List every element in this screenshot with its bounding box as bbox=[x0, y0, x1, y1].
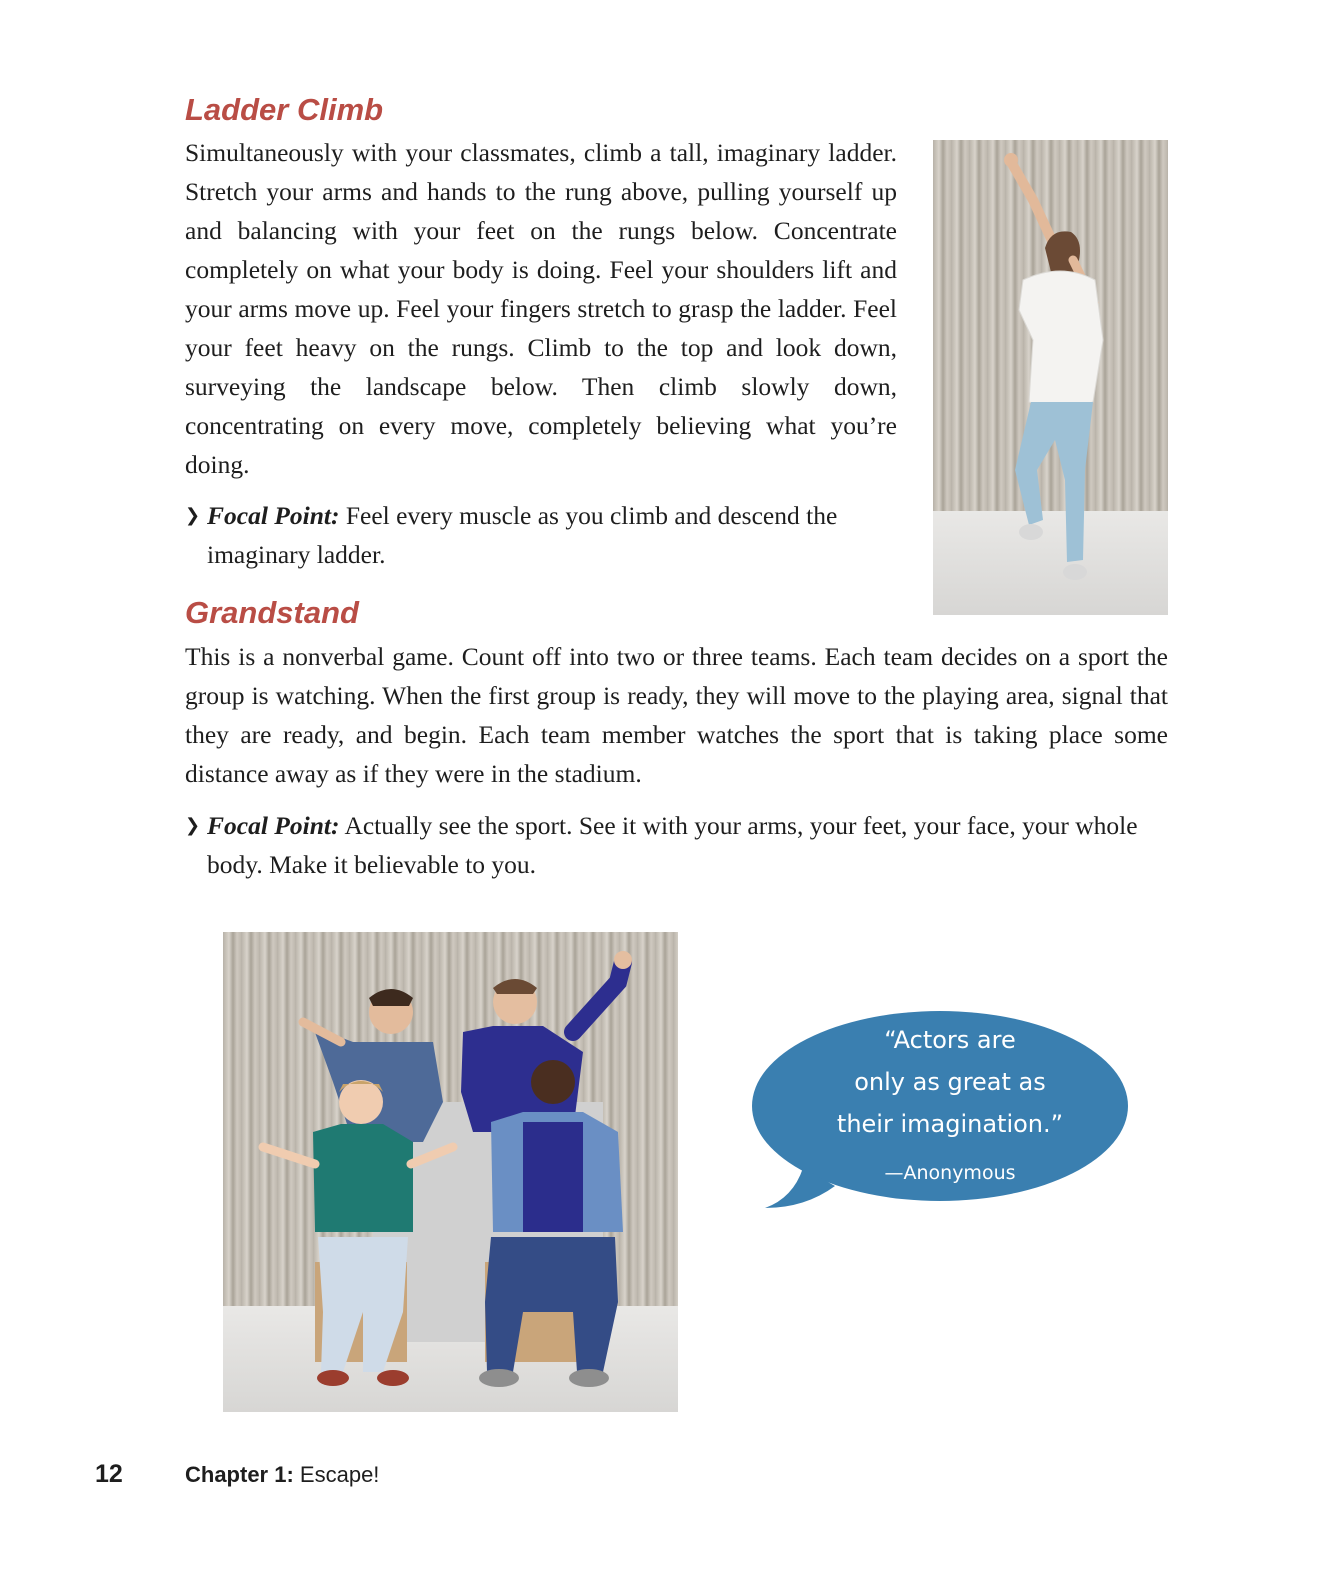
grandstand-focal-point bbox=[185, 806, 1168, 884]
chapter-label: Chapter 1: bbox=[185, 1462, 294, 1487]
chapter-title: Escape! bbox=[299, 1462, 380, 1487]
grandstand-photo bbox=[223, 932, 678, 1412]
focal-point-label: Focal Point: bbox=[207, 811, 340, 840]
focal-point-text: Actually see the sport. See it with your arms, your feet, your face, your whole body. Make it believable to you. bbox=[207, 811, 1138, 879]
quote-line-3: their imagination.” bbox=[836, 1110, 1064, 1138]
ladder-climb-body: Simultaneously with your classmates, climb a tall, imaginary ladder. Stretch your arms and hands to the rung above, pulling yourself up and balancing with your feet on the rungs below. Concentrate completely on what your body is doing. Feel your shoulders lift and your arms move up. Feel your fingers stretch to grasp the ladder. Feel your feet heavy on the rungs. Climb to the top and look down, surveying the landscape below. Then climb slowly down, concentrating on every move, completely believing what you’re doing. bbox=[185, 138, 897, 479]
focal-point-label: Focal Point: bbox=[207, 501, 340, 530]
climbing-person-figure bbox=[933, 140, 1168, 615]
quote-line-1: “Actors are bbox=[884, 1026, 1016, 1054]
chapter-footer bbox=[185, 1462, 379, 1488]
spectators-figures bbox=[223, 932, 678, 1412]
ladder-climb-heading: Ladder Climb bbox=[185, 92, 384, 127]
page-number: 12 bbox=[95, 1460, 123, 1488]
quote-line-2: only as great as bbox=[854, 1068, 1046, 1096]
chevron-right-icon: ❯ bbox=[185, 815, 201, 836]
grandstand-body: This is a nonverbal game. Count off into two or three teams. Each team decides on a sport the group is watching. When the first group is ready, they will move to the playing area, signal that they are ready, and begin. Each team member watches the sport that is taking place some distance away as if they were in the stadium. bbox=[185, 642, 1168, 788]
chevron-right-icon: ❯ bbox=[185, 505, 201, 526]
ladder-focal-point bbox=[185, 496, 887, 574]
ladder-climb-photo bbox=[933, 140, 1168, 615]
grandstand-heading: Grandstand bbox=[185, 595, 359, 630]
quote-attribution: —Anonymous bbox=[884, 1162, 1016, 1184]
focal-point-text: Feel every muscle as you climb and descend the imaginary ladder. bbox=[207, 501, 838, 569]
